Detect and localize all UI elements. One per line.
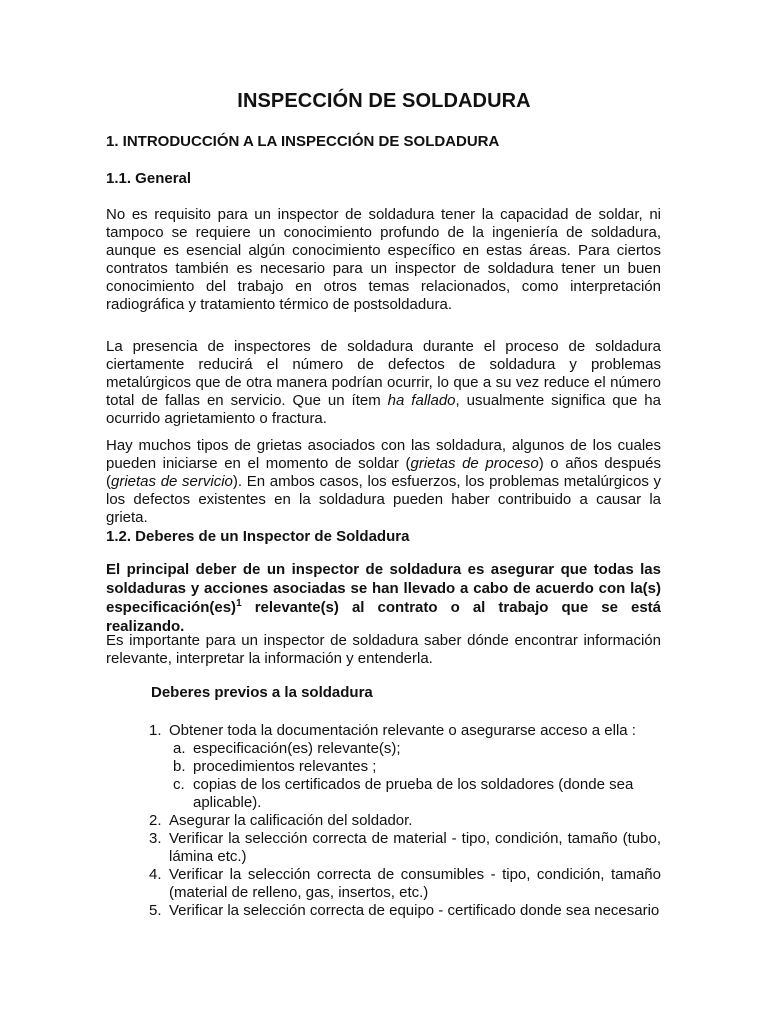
sub-list-text: especificación(es) relevante(s);	[193, 740, 401, 757]
text-run: Hay muchos tipos de grietas asociados con las soldadura, algunos de los cuales pueden iniciarse en el momento de soldar (	[106, 437, 661, 472]
text-run: , usualmente significa que ha ocurrido agrietamiento o fractura.	[106, 392, 661, 427]
list-item	[149, 812, 661, 830]
sub-list-text: procedimientos relevantes ;	[193, 758, 377, 775]
sub-list-item	[149, 740, 661, 758]
sub-list-letter: b.	[173, 758, 186, 775]
sub-list-letter: a.	[173, 740, 186, 757]
list-text: Asegurar la calificación del soldador.	[169, 812, 413, 829]
list-number: 2.	[149, 812, 162, 829]
list-number: 3.	[149, 830, 162, 847]
pre-welding-duties-heading: Deberes previos a la soldadura	[151, 684, 373, 701]
paragraph-general-3	[106, 437, 661, 527]
italic-text: grietas de servicio	[111, 473, 233, 490]
sub-list-item	[149, 776, 661, 812]
section-1-heading: 1. INTRODUCCIÓN A LA INSPECCIÓN DE SOLDADURA	[106, 133, 500, 150]
list-text: Verificar la selección correcta de equipo - certificado donde sea necesario	[169, 902, 660, 919]
list-item	[149, 830, 661, 866]
section-1-2-heading: 1.2. Deberes de un Inspector de Soldadura	[106, 528, 410, 545]
section-1-1-heading: 1.1. General	[106, 170, 192, 187]
paragraph-duty-info: Es importante para un inspector de soldadura saber dónde encontrar información relevante, interpretar la información y entenderla.	[106, 632, 661, 667]
italic-text: ha fallado	[387, 392, 456, 409]
duties-list	[149, 722, 661, 920]
document-title: INSPECCIÓN DE SOLDADURA	[237, 90, 531, 112]
list-item	[149, 902, 661, 920]
paragraph-duty-main	[106, 560, 661, 636]
list-number: 4.	[149, 866, 162, 883]
sub-list-item	[149, 758, 661, 776]
paragraph-general-1: No es requisito para un inspector de soldadura tener la capacidad de soldar, ni tampoco se requiere un conocimiento profundo de la ingeniería de soldadura, aunque es esencial algún conocimiento específico en estas áreas. Para ciertos contratos también es necesario para un inspector de soldadura tener un buen conocimiento del trabajo en otros temas relacionados, como interpretación radiográfica y tratamiento térmico de postsoldadura.	[106, 206, 661, 313]
text-run: relevante(s) al contrato o al trabajo que se está realizando.	[106, 599, 661, 635]
italic-text: grietas de proceso	[410, 455, 539, 472]
list-text: Verificar la selección correcta de material - tipo, condición, tamaño (tubo, lámina etc.)	[169, 830, 661, 865]
text-run: La presencia de inspectores de soldadura durante el proceso de soldadura ciertamente reducirá el número de defectos de soldadura y problemas metalúrgicos que de otra manera podrían ocurrir, lo que a su vez reduce el número total de fallas en servicio. Que un ítem	[106, 338, 661, 409]
text-run: ). En ambos casos, los esfuerzos, los problemas metalúrgicos y los defectos existentes en la soldadura pueden haber contribuido a causar la grieta.	[106, 473, 661, 526]
footnote-marker: 1	[236, 598, 242, 609]
sub-list-letter: c.	[173, 776, 185, 793]
list-item	[149, 722, 661, 740]
list-number: 1.	[149, 722, 162, 739]
list-text: Verificar la selección correcta de consumibles - tipo, condición, tamaño (material de relleno, gas, insertos, etc.)	[169, 866, 661, 901]
list-number: 5.	[149, 902, 162, 919]
text-run: El principal deber de un inspector de soldadura es asegurar que todas las soldaduras y acciones asociadas se han llevado a cabo de acuerdo con la(s) especificación(es)	[106, 561, 661, 616]
text-run: ) o años después (	[106, 455, 662, 490]
paragraph-general-2	[106, 338, 661, 428]
sub-list-text: copias de los certificados de prueba de los soldadores (donde sea aplicable).	[193, 776, 634, 811]
list-item	[149, 866, 661, 902]
list-text: Obtener toda la documentación relevante o asegurarse acceso a ella :	[169, 722, 636, 739]
